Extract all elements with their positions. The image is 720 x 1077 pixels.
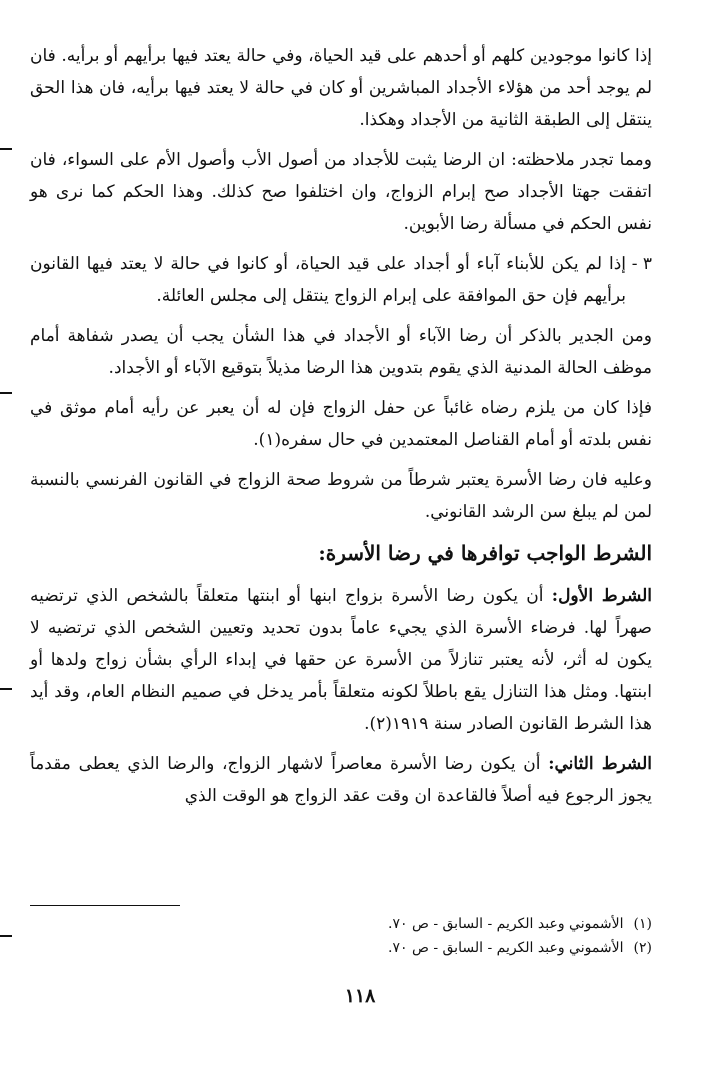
footnote-text: الأشموني وعبد الكريم - السابق - ص ٧٠. — [388, 916, 624, 932]
condition-2 — [30, 748, 652, 812]
section-heading: الشرط الواجب توافرها في رضا الأسرة: — [318, 541, 652, 565]
footnote-text: الأشموني وعبد الكريم - السابق - ص ٧٠. — [388, 940, 624, 956]
footnote-2 — [388, 936, 652, 960]
condition-2-text: أن يكون رضا الأسرة معاصراً لاشهار الزواج، والرضا الذي يعطى مقدماً يجوز الرجوع فيه أصلاً فالقاعدة ان وقت عقد الزواج هو الوقت الذي — [30, 754, 652, 806]
paragraph-4: فإذا كان من يلزم رضاه غائباً عن حفل الزواج فإن له أن يعبر عن رأيه أمام موثق في نفس بلدته أو أمام القناصل المعتمدين في حال سفره(١). — [30, 398, 652, 450]
paragraph-5: وعليه فان رضا الأسرة يعتبر شرطاً من شروط صحة الزواج في القانون الفرنسي بالنسبة لمن لم يبلغ سن الرشد القانوني. — [30, 470, 652, 522]
list-item-3 — [30, 248, 652, 312]
footnote-number: (١) — [633, 916, 652, 932]
footnote-divider — [30, 905, 180, 906]
paragraph-3: ومن الجدير بالذكر أن رضا الآباء أو الأجداد في هذا الشأن يجب أن يصدر شفاهة أمام موظف الحالة المدنية الذي يقوم بتدوين هذا الرضا مذيلاً بتوقيع الآباء أو الأجداد. — [30, 326, 652, 378]
condition-1 — [30, 580, 652, 740]
margin-mark — [0, 148, 12, 150]
page-body — [30, 40, 652, 820]
page-number: ١١٨ — [344, 985, 376, 1007]
margin-mark — [0, 935, 12, 937]
list-item-number: ٣ - — [631, 254, 652, 274]
paragraph-1: إذا كانوا موجودين كلهم أو أحدهم على قيد الحياة، وفي حالة يعتد فيها برأيهم أو برأيه. فان لم يوجد أحد من هؤلاء الأجداد المباشرين أو كان في حالة لا يعتد فيها برأيه، فان هذا الحق ينتقل إلى الطبقة الثانية من الأجداد وهكذا. — [30, 46, 652, 130]
paragraph-2: ومما تجدر ملاحظته: ان الرضا يثبت للأجداد من أصول الأب وأصول الأم على السواء، فان اتفقت جهتا الأجداد صح إبرام الزواج، وان اختلفوا صح كذلك. وهذا الحكم كما نرى هو نفس الحكم في مسألة رضا الأبوين. — [30, 150, 652, 234]
list-item-text: إذا لم يكن للأبناء آباء أو أجداد على قيد الحياة، أو كانوا في حالة لا يعتد فيها القانون برأيهم فإن حق الموافقة على إبرام الزواج ينتقل إلى مجلس العائلة. — [30, 254, 626, 306]
condition-2-label: الشرط الثاني: — [548, 754, 652, 774]
margin-mark — [0, 392, 12, 394]
margin-mark — [0, 688, 12, 690]
condition-1-label: الشرط الأول: — [551, 586, 653, 606]
footnotes — [388, 912, 652, 960]
condition-1-text: أن يكون رضا الأسرة بزواج ابنها أو ابنتها متعلقاً بالشخص الذي ترتضيه صهراً لها. فرضاء الأسرة الذي يجيء عاماً بدون تحديد وتعيين الشخص الذي ترتضيه لا يكون له أثر، لأنه يعتبر تنازلاً من الأسرة عن حقها في إبداء الرأي بشأن زواج ولدها أو ابنتها. ومثل هذا التنازل يقع باطلاً لكونه متعلقاً بأمر يدخل في صميم النظام العام، وقد أيد هذا الشرط القانون الصادر سنة ١٩١٩(٢). — [30, 586, 652, 734]
footnote-1 — [388, 912, 652, 936]
footnote-number: (٢) — [633, 940, 652, 956]
